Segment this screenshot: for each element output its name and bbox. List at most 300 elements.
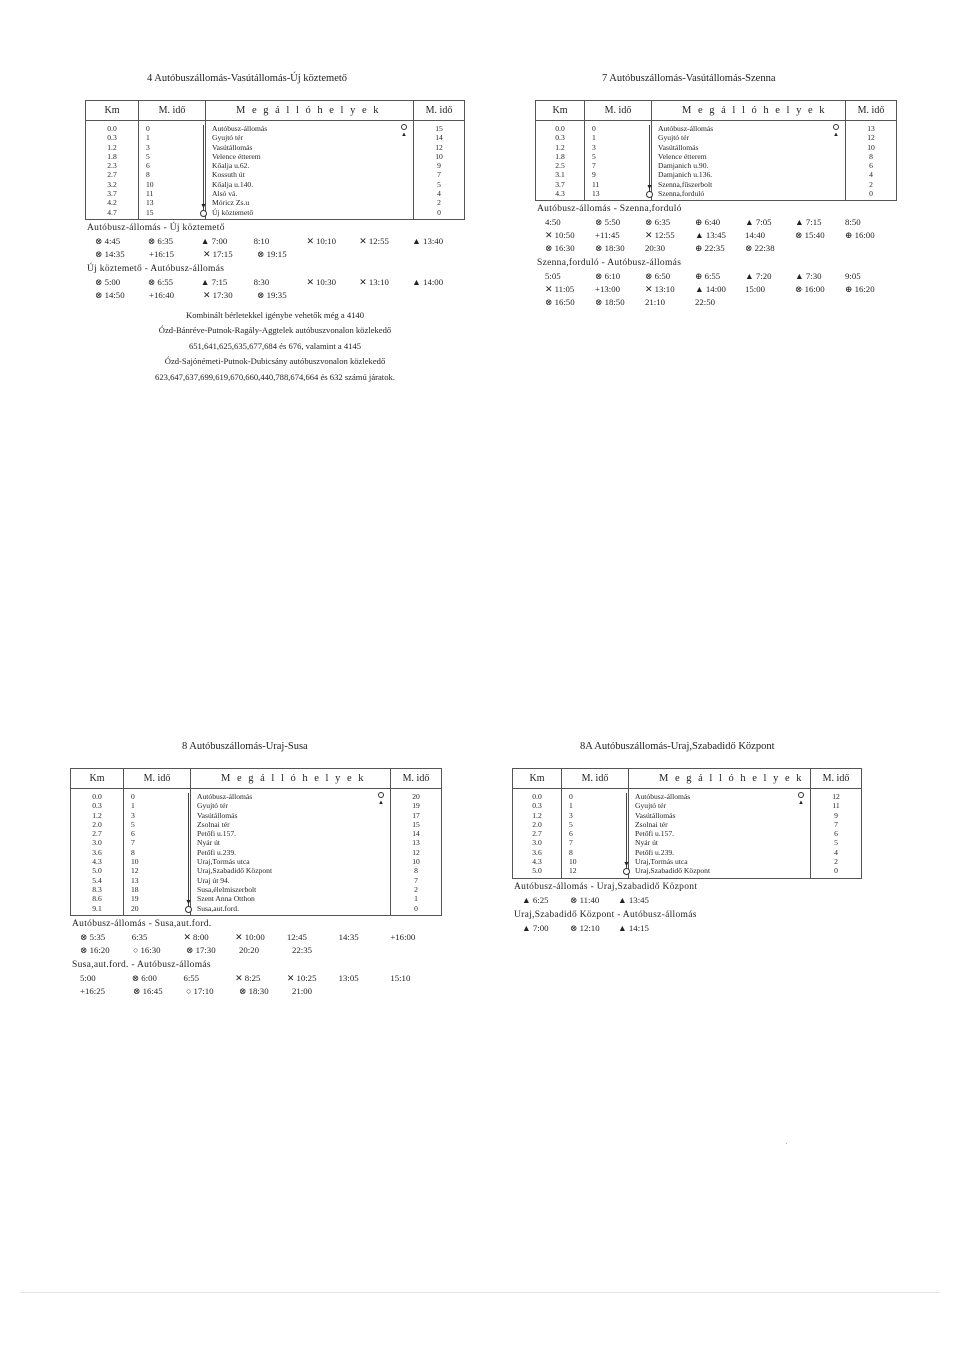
departure-time: ✕ 12:55 [359, 235, 389, 246]
time-header-outbound: M. idő [139, 101, 206, 121]
stops-header: M e g á l l ó h e l y e k [652, 101, 846, 121]
schedule-heading: Susa,aut.ford. - Autóbusz-állomás [72, 959, 211, 970]
km-cell: 3.2 [86, 180, 139, 189]
route-line [649, 152, 650, 161]
schedule-heading: Uraj,Szabadidő Központ - Autóbusz-állomás [514, 909, 697, 920]
time-header-return: M. idő [846, 101, 897, 121]
table-row [513, 820, 862, 829]
table-row [86, 161, 465, 170]
km-cell: 0.3 [71, 801, 124, 810]
direction-arrow-icon: ▲ [798, 800, 804, 807]
departure-time: ⊗ 16:45 [133, 985, 163, 996]
table-row [513, 801, 862, 810]
departure-time: ⊗ 6:35 [147, 235, 174, 246]
stop-name: Damjanich u.136. [658, 170, 713, 180]
departure-line [95, 289, 465, 302]
stop-name: Nyár út [197, 838, 220, 848]
arrow-down-icon: ▼ [623, 860, 630, 869]
departure-time: ✕ 8:00 [183, 931, 209, 942]
departure-time: ⊗ 16:30 [545, 243, 575, 254]
route-line [188, 811, 189, 820]
departure-line [522, 922, 862, 935]
table-row [86, 143, 465, 152]
outbound-time-cell: 10 [124, 857, 191, 866]
departure-time: ✕ 10:00 [235, 931, 265, 942]
route-line [649, 133, 650, 142]
outbound-time-cell: 0 [585, 121, 652, 134]
departure-time: ▲ 14:00 [412, 276, 444, 287]
route-line [649, 170, 650, 179]
stop-name: Autóbusz-állomás [635, 792, 691, 801]
stop-name: Gyujtó tér [635, 801, 667, 811]
km-cell: 0.0 [86, 121, 139, 134]
return-time-cell: 12 [846, 133, 897, 142]
note-line: Kombinált bérletekkel igénybe vehetők még a 4140 [185, 309, 365, 320]
route-line [188, 829, 189, 838]
departure-line [80, 985, 442, 998]
stop-name: Szenna,forduló [658, 189, 705, 199]
outbound-time-cell: 6 [139, 161, 206, 170]
stop-name: Susa,aut.ford. [197, 903, 239, 913]
km-cell: 3.0 [71, 838, 124, 847]
departure-time: ✕ 10:25 [286, 972, 317, 983]
stray-mark: ˎ [785, 1135, 788, 1144]
stop-name: Kossuth út [212, 170, 245, 180]
return-time-cell: 5 [811, 838, 862, 847]
departure-time: 9:05 [845, 271, 861, 282]
stop-name: Alsó vá. [212, 189, 238, 199]
departure-time: ✕ 17:30 [203, 289, 233, 300]
departure-time: ⊗ 22:38 [745, 243, 775, 254]
outbound-time-cell: 15 [139, 208, 206, 220]
departure-line [95, 235, 465, 248]
stop-name: Uraj,Szabadidő Központ [197, 866, 273, 876]
return-time-cell: 8 [846, 152, 897, 161]
return-time-cell: 2 [391, 885, 442, 894]
outbound-time-cell: 3 [585, 143, 652, 152]
outbound-time-cell: 12 [562, 866, 629, 878]
departure-time: ✕ 10:10 [306, 235, 337, 246]
departure-time: ⊗ 5:50 [595, 217, 621, 228]
km-cell: 3.6 [71, 848, 124, 857]
departure-time: ⊕ 16:00 [845, 230, 875, 241]
stop-name: Uraj,Tormás utca [635, 857, 688, 867]
table-row [71, 789, 442, 802]
route-line [626, 829, 627, 838]
outbound-time-cell: 7 [124, 838, 191, 847]
return-time-cell: 0 [811, 866, 862, 878]
stop-name: Gyujtó tér [197, 801, 229, 811]
outbound-time-cell: 0 [124, 789, 191, 802]
km-cell: 0.3 [536, 133, 585, 142]
departure-time: ✕ 11:05 [545, 284, 575, 295]
outbound-time-cell: 10 [562, 857, 629, 866]
return-time-cell: 1 [391, 894, 442, 903]
departure-time: 20:20 [239, 944, 260, 955]
direction-circle-icon [401, 124, 407, 130]
departure-time: +16:25 [80, 985, 105, 996]
departure-time: +16:40 [149, 289, 174, 300]
return-time-cell: 4 [414, 189, 465, 198]
route-4-timetable [85, 100, 465, 385]
stops-table [512, 768, 862, 879]
time-header-outbound: M. idő [585, 101, 652, 121]
departure-time: ▲ 13:45 [695, 230, 726, 241]
outbound-time-cell: 12 [124, 866, 191, 875]
route-7-timetable [535, 100, 897, 309]
schedule-heading: Autóbusz-állomás - Új köztemető [87, 222, 225, 233]
return-time-cell: 20 [391, 789, 442, 802]
departure-line [545, 216, 897, 229]
km-cell: 0.0 [513, 789, 562, 802]
route-line [188, 848, 189, 857]
table-row [536, 121, 897, 134]
time-header-return: M. idő [414, 101, 465, 121]
table-row [71, 857, 442, 866]
direction-arrow-icon: ▲ [401, 132, 407, 139]
departure-line [95, 276, 465, 289]
departure-time: ⊕ 6:40 [695, 217, 721, 228]
departure-time: ⊗ 12:10 [570, 922, 600, 933]
departure-time: ✕ 10:50 [545, 230, 575, 241]
outbound-time-cell: 13 [585, 189, 652, 201]
departure-time: ○ 16:30 [133, 944, 161, 955]
table-row [536, 133, 897, 142]
departure-time: ⊗ 17:30 [186, 944, 216, 955]
table-row [71, 885, 442, 894]
departure-time: ▲ 14:00 [695, 284, 726, 295]
departure-time: ▲ 7:00 [522, 922, 549, 933]
stops-header: M e g á l l ó h e l y e k [206, 101, 414, 121]
route-line [203, 143, 204, 152]
departure-time: ⊗ 16:00 [795, 284, 825, 295]
schedule-heading: Autóbusz-állomás - Susa,aut.ford. [72, 918, 212, 929]
route-line [203, 133, 204, 142]
km-cell: 0.0 [71, 789, 124, 802]
table-row [513, 857, 862, 866]
route-line [626, 820, 627, 829]
departure-time: 22:35 [292, 944, 313, 955]
note-line: Ózd-Bánréve-Putnok-Ragály-Aggtelek autóbuszvonalon közlekedő [158, 325, 392, 336]
table-row [513, 829, 862, 838]
table-row [86, 121, 465, 134]
stop-name: Kőalja u.140. [212, 179, 254, 189]
km-cell: 2.7 [513, 829, 562, 838]
stop-name: Velence étterem [658, 151, 707, 161]
route-line [649, 125, 650, 133]
direction-arrow-icon: ▲ [833, 132, 839, 139]
departure-line [95, 248, 465, 261]
km-cell: 1.8 [86, 152, 139, 161]
km-cell: 2.3 [86, 161, 139, 170]
departure-time: ✕ 10:30 [306, 276, 337, 287]
return-time-cell: 0 [414, 208, 465, 220]
km-header: Km [86, 101, 139, 121]
km-cell: 9.1 [71, 904, 124, 916]
stop-name: Vasútállomás [658, 142, 699, 152]
km-cell: 2.0 [71, 820, 124, 829]
outbound-time-cell: 6 [562, 829, 629, 838]
departure-time: 5:00 [80, 972, 96, 983]
departure-time: 22:50 [695, 297, 716, 308]
table-row [536, 152, 897, 161]
departure-time: ⊗ 6:10 [595, 271, 621, 282]
km-cell: 3.7 [536, 180, 585, 189]
table-row [86, 152, 465, 161]
departure-time: ▲ 7:15 [200, 276, 228, 287]
table-row [513, 811, 862, 820]
return-time-cell: 0 [846, 189, 897, 201]
departure-time: ✕ 13:10 [645, 284, 675, 295]
return-time-cell: 13 [846, 121, 897, 134]
table-row [536, 170, 897, 179]
table-row [536, 189, 897, 201]
departure-time: 6:55 [183, 972, 200, 983]
outbound-time-cell: 8 [562, 848, 629, 857]
departure-time: 4:50 [545, 217, 561, 228]
stop-name: Kőalja u.62. [212, 161, 250, 171]
stop-name: Autóbusz-állomás [658, 124, 714, 133]
return-time-cell: 2 [414, 198, 465, 207]
table-row [536, 161, 897, 170]
stop-name: Damjanich u.90. [658, 161, 709, 171]
route-line [188, 820, 189, 829]
stop-name: Velence étterem [212, 151, 261, 161]
departure-time: ⊗ 4:45 [95, 235, 121, 246]
departure-time: ▲ 7:15 [795, 217, 822, 228]
departure-time: ⊗ 16:50 [545, 297, 575, 308]
km-header: Km [513, 769, 562, 789]
departure-time: +16:15 [149, 248, 174, 259]
departure-time: ⊕ 16:20 [845, 284, 875, 295]
outbound-time-cell: 6 [124, 829, 191, 838]
outbound-time-cell: 8 [124, 848, 191, 857]
departure-time: +16:00 [390, 931, 416, 942]
stop-name: Nyár út [635, 838, 658, 848]
stop-name: Móricz Zs.u [212, 198, 250, 208]
km-cell: 1.2 [536, 143, 585, 152]
return-time-cell: 6 [846, 161, 897, 170]
departure-time: ⊗ 11:40 [570, 894, 600, 905]
return-time-cell: 10 [414, 152, 465, 161]
departure-line [545, 296, 897, 309]
table-row [536, 143, 897, 152]
departure-time: 21:10 [645, 297, 666, 308]
km-cell: 0.0 [536, 121, 585, 134]
stop-name: Uraj,Tormás utca [197, 857, 250, 867]
km-cell: 8.6 [71, 894, 124, 903]
return-time-cell: 2 [846, 180, 897, 189]
departure-time: ⊗ 6:35 [645, 217, 671, 228]
stop-name: Vasútállomás [635, 810, 676, 820]
return-time-cell: 4 [846, 170, 897, 179]
km-cell: 4.7 [86, 208, 139, 220]
return-time-cell: 17 [391, 811, 442, 820]
stop-name: Új köztemető [212, 207, 254, 217]
return-time-cell: 9 [811, 811, 862, 820]
km-cell: 1.8 [536, 152, 585, 161]
note-line: 651,641,625,635,677,684 és 676, valamint a 4145 [188, 340, 362, 351]
outbound-time-cell: 9 [585, 170, 652, 179]
stop-name: Uraj,Szabadidő Központ [635, 866, 711, 876]
departure-line [545, 242, 897, 255]
return-time-cell: 14 [391, 829, 442, 838]
table-row [536, 180, 897, 189]
stop-name: Szenna,fűszerbolt [658, 179, 713, 189]
route-line [203, 161, 204, 170]
departure-time: ⊗ 5:00 [95, 276, 121, 287]
departure-time: ▲ 13:45 [618, 894, 649, 905]
table-row [86, 133, 465, 142]
outbound-time-cell: 7 [562, 838, 629, 847]
departure-line [80, 944, 442, 957]
table-row [71, 829, 442, 838]
departure-time: +11:45 [595, 230, 620, 241]
table-row [86, 180, 465, 189]
departure-time: ⊕ 6:55 [695, 271, 721, 282]
route-line [203, 125, 204, 133]
time-header-return: M. idő [811, 769, 862, 789]
table-row [513, 848, 862, 857]
departure-time: ○ 17:10 [186, 985, 214, 996]
km-cell: 4.3 [71, 857, 124, 866]
departure-time: ⊗ 6:55 [147, 276, 174, 287]
route-line [626, 801, 627, 810]
departure-time: ▲ 13:40 [412, 235, 444, 246]
schedule-heading: Szenna,forduló - Autóbusz-állomás [537, 258, 682, 269]
km-cell: 5.4 [71, 876, 124, 885]
departure-time: ⊗ 19:35 [257, 289, 287, 300]
outbound-time-cell: 13 [139, 198, 206, 207]
km-cell: 2.7 [86, 170, 139, 179]
stops-table [85, 100, 465, 220]
table-row [71, 838, 442, 847]
stop-name: Autóbusz-állomás [197, 792, 253, 801]
return-time-cell: 5 [414, 180, 465, 189]
route-line [203, 189, 204, 198]
route-line [649, 161, 650, 170]
time-header-return: M. idő [391, 769, 442, 789]
departure-line [545, 270, 897, 283]
table-row [513, 866, 862, 878]
departure-time: 21:00 [292, 985, 313, 996]
route-title: 7 Autóbuszállomás-Vasútállomás-Szenna [602, 73, 776, 84]
departure-time: +13:00 [595, 284, 620, 295]
stop-name: Petőfi u.239. [635, 847, 675, 857]
return-time-cell: 14 [414, 133, 465, 142]
stop-name: Vasútállomás [212, 142, 253, 152]
route-line [188, 866, 189, 875]
stops-header: M e g á l l ó h e l y e k [629, 769, 811, 789]
stop-name: Gyujtó tér [658, 133, 690, 143]
stop-name: Gyujtó tér [212, 133, 244, 143]
km-cell: 5.0 [513, 866, 562, 878]
route-line [649, 143, 650, 152]
outbound-time-cell: 7 [585, 161, 652, 170]
departure-line [545, 283, 897, 296]
note-line: Ózd-Sajónémeti-Putnok-Dubicsány autóbuszvonalon közlekedő [164, 356, 386, 367]
route-line [203, 152, 204, 161]
table-row [71, 866, 442, 875]
table-row [86, 198, 465, 207]
outbound-time-cell: 3 [124, 811, 191, 820]
km-cell: 0.3 [86, 133, 139, 142]
schedule-heading: Autóbusz-állomás - Uraj,Szabadidő Központ [514, 881, 698, 892]
page-edge-line [20, 1292, 940, 1293]
departure-time: 12:45 [286, 931, 307, 942]
outbound-time-cell: 1 [139, 133, 206, 142]
arrow-down-icon: ▼ [185, 897, 192, 906]
route-line [626, 848, 627, 857]
km-cell: 3.7 [86, 189, 139, 198]
outbound-time-cell: 5 [139, 152, 206, 161]
km-header: Km [71, 769, 124, 789]
outbound-time-cell: 11 [139, 189, 206, 198]
departure-time: 13:05 [338, 972, 359, 983]
departure-time: 8:10 [253, 235, 270, 246]
time-header-outbound: M. idő [124, 769, 191, 789]
outbound-time-cell: 20 [124, 904, 191, 916]
table-row [71, 848, 442, 857]
direction-circle-icon [378, 792, 384, 798]
km-cell: 2.0 [513, 820, 562, 829]
outbound-time-cell: 3 [139, 143, 206, 152]
outbound-time-cell: 11 [585, 180, 652, 189]
route-8-timetable [70, 768, 442, 998]
terminus-circle-icon [623, 868, 630, 875]
departure-line [545, 229, 897, 242]
departure-time: ▲ 6:25 [522, 894, 549, 905]
departure-time: 5:05 [545, 271, 561, 282]
departure-line [522, 894, 862, 907]
time-header-outbound: M. idő [562, 769, 629, 789]
terminus-circle-icon [200, 210, 207, 217]
km-cell: 8.3 [71, 885, 124, 894]
note-line: 623,647,637,699,619,670,660,440,788,674,664 és 632 számú járatok. [155, 371, 395, 382]
direction-arrow-icon: ▲ [378, 800, 384, 807]
route-line [203, 180, 204, 189]
table-row [71, 801, 442, 810]
stop-name: Autóbusz-állomás [212, 124, 268, 133]
route-title: 8 Autóbuszállomás-Uraj-Susa [182, 741, 308, 752]
stop-name: Zsolnai tér [197, 819, 230, 829]
table-row [71, 820, 442, 829]
return-time-cell: 6 [811, 829, 862, 838]
return-time-cell: 9 [414, 161, 465, 170]
return-time-cell: 12 [811, 789, 862, 802]
departure-time: ✕ 12:55 [645, 230, 675, 241]
stop-name: Petőfi u.239. [197, 847, 237, 857]
km-cell: 2.5 [536, 161, 585, 170]
outbound-time-cell: 8 [139, 170, 206, 179]
departure-time: ⊗ 18:50 [595, 297, 625, 308]
km-cell: 3.1 [536, 170, 585, 179]
return-time-cell: 12 [391, 848, 442, 857]
outbound-time-cell: 0 [139, 121, 206, 134]
route-title: 4 Autóbuszállomás-Vasútállomás-Új köztemető [147, 73, 348, 84]
schedule-heading: Új köztemető - Autóbusz-állomás [87, 263, 225, 274]
route-line [188, 801, 189, 810]
table-row [86, 189, 465, 198]
departure-time: 8:30 [253, 276, 270, 287]
departure-time: ✕ 8:25 [235, 972, 261, 983]
stop-name: Uraj út 94. [197, 875, 230, 885]
arrow-down-icon: ▼ [646, 183, 653, 192]
return-time-cell: 12 [414, 143, 465, 152]
departure-time: ⊗ 18:30 [239, 985, 269, 996]
km-header: Km [536, 101, 585, 121]
return-time-cell: 10 [391, 857, 442, 866]
